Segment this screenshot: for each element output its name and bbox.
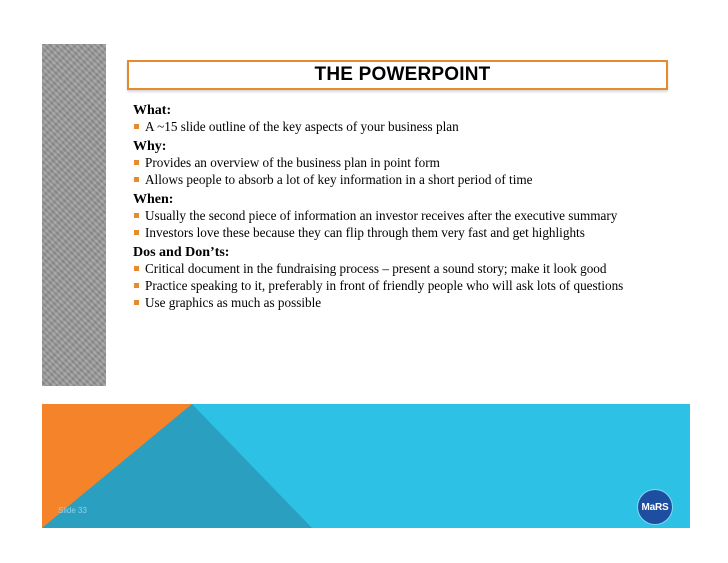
bullet-text: Critical document in the fundraising process – present a sound story; make it look good [145, 261, 607, 276]
bullet-text: Practice speaking to it, preferably in front of friendly people who will ask lots of questions [145, 278, 624, 293]
square-bullet-icon [134, 300, 139, 305]
footer-banner [42, 404, 690, 528]
section-why [133, 138, 653, 188]
bullet-text: Allows people to absorb a lot of key information in a short period of time [145, 172, 533, 187]
bullet-item [133, 172, 653, 188]
square-bullet-icon [134, 177, 139, 182]
bullet-text: Usually the second piece of information an investor receives after the executive summary [145, 208, 618, 223]
slide-title: THE POWERPOINT [314, 64, 491, 85]
decorative-texture-strip [42, 44, 106, 386]
square-bullet-icon [134, 283, 139, 288]
title-box [127, 60, 668, 90]
bullet-text: Use graphics as much as possible [145, 295, 322, 310]
section-heading: What: [133, 103, 172, 118]
square-bullet-icon [134, 160, 139, 165]
bullet-item [133, 278, 653, 294]
slide-content [133, 101, 653, 314]
bullet-text: Provides an overview of the business plan in point form [145, 155, 440, 170]
bullet-text: A ~15 slide outline of the key aspects of your business plan [145, 119, 459, 134]
bullet-item [133, 295, 653, 311]
mars-logo-text: MaRS [641, 501, 669, 513]
mars-logo [638, 490, 672, 524]
square-bullet-icon [134, 213, 139, 218]
square-bullet-icon [134, 266, 139, 271]
square-bullet-icon [134, 230, 139, 235]
bullet-list [133, 119, 653, 135]
section-heading: Dos and Don’ts: [133, 245, 230, 260]
slide-number: Slide 33 [58, 506, 87, 515]
square-bullet-icon [134, 124, 139, 129]
banner-graphic [42, 404, 690, 528]
bullet-item [133, 208, 653, 224]
section-dos-and-donts [133, 244, 653, 311]
bullet-list [133, 261, 653, 311]
bullet-item [133, 225, 653, 241]
bullet-item [133, 261, 653, 277]
section-heading: When: [133, 192, 174, 207]
bullet-list [133, 155, 653, 188]
section-when [133, 191, 653, 241]
bullet-item [133, 119, 653, 135]
section-what [133, 102, 653, 135]
bullet-text: Investors love these because they can flip through them very fast and get highlights [145, 225, 585, 240]
bullet-item [133, 155, 653, 171]
section-heading: Why: [133, 139, 167, 154]
bullet-list [133, 208, 653, 241]
